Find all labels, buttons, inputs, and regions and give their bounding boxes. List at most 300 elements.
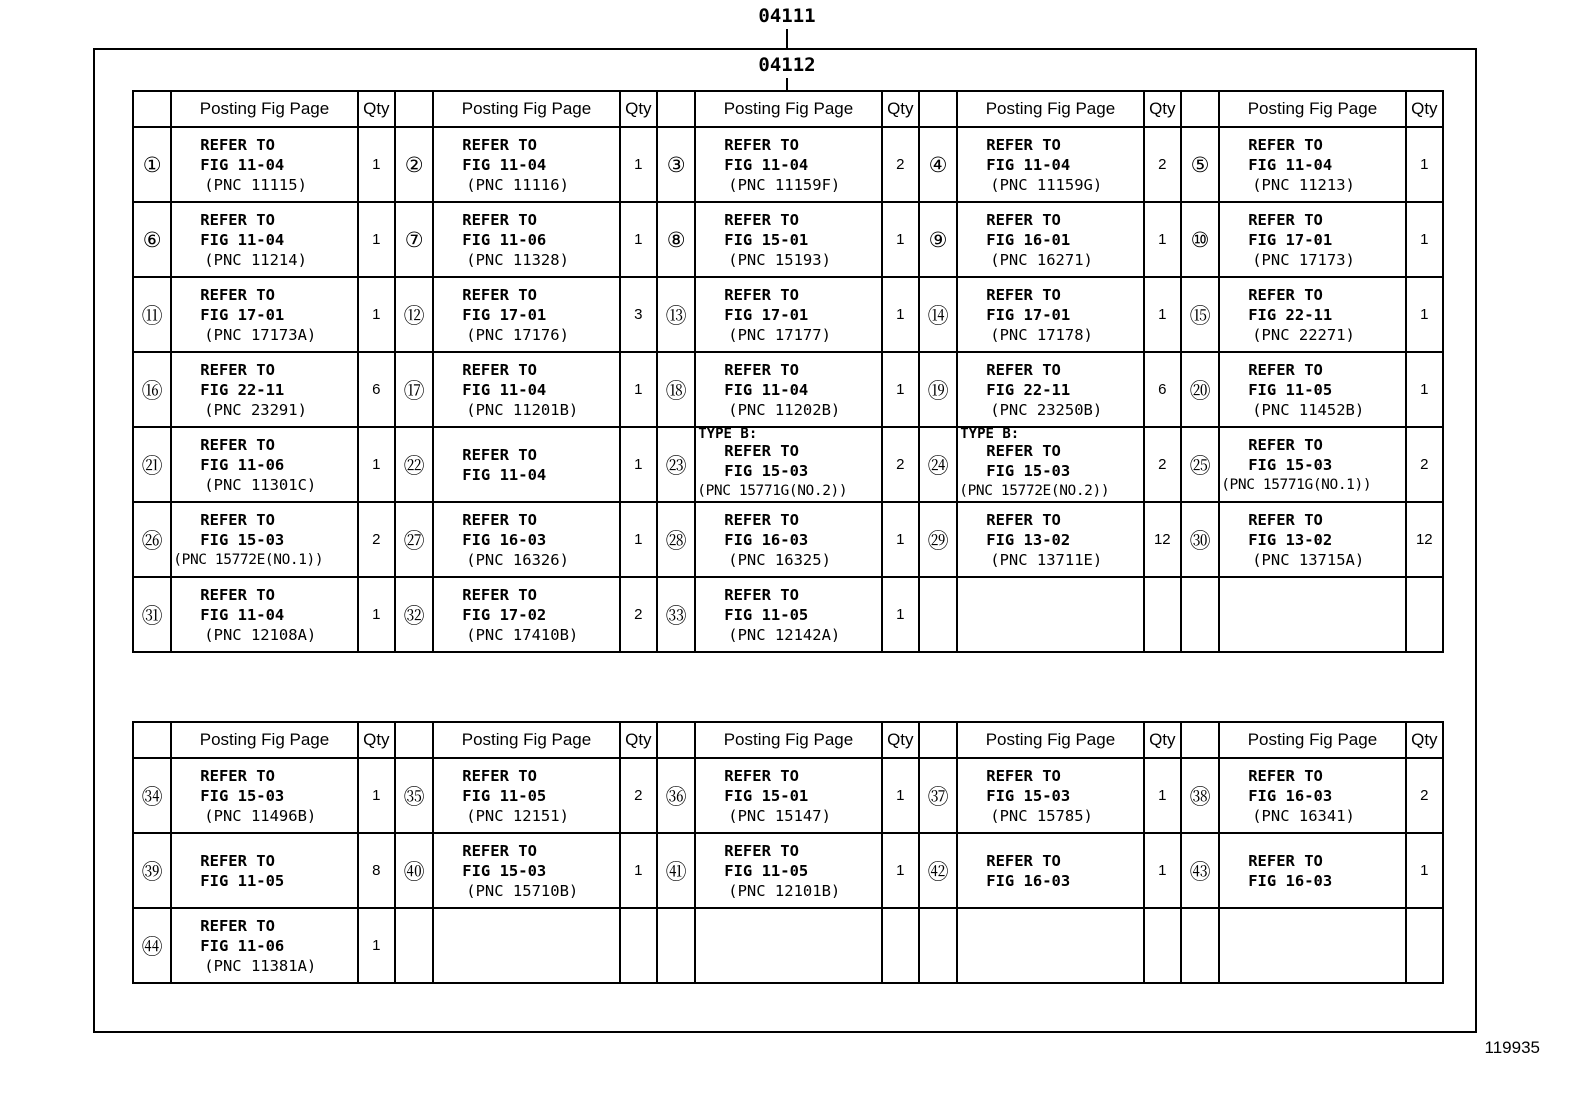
item-number: ㉔ <box>919 427 957 502</box>
fig-page-text: FIG 17-01 <box>200 305 285 324</box>
header-posting-fig-page: Posting Fig Page <box>695 91 881 127</box>
reference-cell <box>1219 758 1405 833</box>
item-number: ⑳ <box>1181 352 1219 427</box>
fig-page-text: FIG 22-11 <box>200 380 285 399</box>
item-number: ㉘ <box>657 502 695 577</box>
item-number: ⑰ <box>395 352 433 427</box>
pnc-text: (PNC 17178) <box>990 325 1093 344</box>
reference-cell <box>433 502 619 577</box>
table-row <box>133 202 1443 277</box>
quantity <box>1406 577 1443 652</box>
reference-cell <box>1219 127 1405 202</box>
item-number: ㊸ <box>1181 833 1219 908</box>
item-number: ㊲ <box>919 758 957 833</box>
quantity <box>1406 908 1443 983</box>
item-number: ㉕ <box>1181 427 1219 502</box>
pnc-text: (PNC 13711E) <box>990 550 1103 569</box>
fig-page-text: FIG 15-03 <box>986 462 1071 480</box>
fig-page-text: FIG 11-04 <box>1248 155 1333 174</box>
fig-page-text: FIG 11-04 <box>986 155 1071 174</box>
refer-to-text: REFER TO <box>1248 766 1323 785</box>
item-number: ① <box>133 127 171 202</box>
table-row <box>133 908 1443 983</box>
pnc-text: (PNC 17410B) <box>466 625 579 644</box>
reference-cell <box>171 127 357 202</box>
item-number: ㉒ <box>395 427 433 502</box>
pnc-text: (PNC 11115) <box>204 175 307 194</box>
quantity: 12 <box>1144 502 1181 577</box>
quantity: 1 <box>358 758 395 833</box>
refer-to-text: REFER TO <box>724 360 799 379</box>
refer-to-text: REFER TO <box>462 135 537 154</box>
item-number: ⑲ <box>919 352 957 427</box>
reference-cell <box>433 833 619 908</box>
item-number <box>657 908 695 983</box>
header-posting-fig-page: Posting Fig Page <box>1219 91 1405 127</box>
pnc-text: (PNC 15710B) <box>466 881 579 900</box>
reference-cell <box>695 758 881 833</box>
header-qty: Qty <box>1144 722 1181 758</box>
quantity <box>1144 577 1181 652</box>
pnc-text: (PNC 11301C) <box>204 475 317 494</box>
item-number: ③ <box>657 127 695 202</box>
reference-cell <box>433 127 619 202</box>
refer-to-text: REFER TO <box>200 916 275 935</box>
refer-to-text: REFER TO <box>724 285 799 304</box>
refer-to-text: REFER TO <box>462 841 537 860</box>
pnc-text: (PNC 11159F) <box>728 175 841 194</box>
reference-cell <box>171 833 357 908</box>
quantity: 1 <box>1406 277 1443 352</box>
item-number: ⑨ <box>919 202 957 277</box>
fig-page-text: FIG 15-03 <box>462 861 547 880</box>
pnc-text: (PNC 22271) <box>1252 325 1355 344</box>
quantity: 2 <box>1406 758 1443 833</box>
quantity: 1 <box>1406 833 1443 908</box>
refer-to-text: REFER TO <box>462 766 537 785</box>
item-number: ⑧ <box>657 202 695 277</box>
item-number: ㉙ <box>919 502 957 577</box>
item-number: ㉜ <box>395 577 433 652</box>
refer-to-text: REFER TO <box>200 210 275 229</box>
pnc-text: (PNC 17173A) <box>204 325 317 344</box>
quantity: 1 <box>1144 833 1181 908</box>
quantity: 1 <box>620 127 657 202</box>
reference-cell <box>695 833 881 908</box>
reference-table-2 <box>132 721 1444 984</box>
reference-cell <box>433 908 619 983</box>
header-posting-fig-page: Posting Fig Page <box>957 722 1143 758</box>
item-number: ⑮ <box>1181 277 1219 352</box>
item-number: ⑥ <box>133 202 171 277</box>
quantity: 1 <box>1144 202 1181 277</box>
refer-to-text: REFER TO <box>200 135 275 154</box>
refer-to-text: REFER TO <box>1248 435 1323 454</box>
item-number <box>1181 577 1219 652</box>
refer-to-text: REFER TO <box>724 210 799 229</box>
quantity: 2 <box>620 758 657 833</box>
pnc-text: (PNC 17176) <box>466 325 569 344</box>
header-blank <box>919 722 957 758</box>
pnc-text: (PNC 12108A) <box>204 625 317 644</box>
fig-page-text: FIG 17-02 <box>462 605 547 624</box>
reference-cell <box>1219 427 1405 502</box>
item-number: ⑭ <box>919 277 957 352</box>
header-row <box>133 91 1443 127</box>
fig-page-text: FIG 16-03 <box>986 871 1071 890</box>
figure-number: 119935 <box>1484 1038 1540 1057</box>
reference-cell <box>433 202 619 277</box>
pnc-text: (PNC 11201B) <box>466 400 579 419</box>
fig-page-text: FIG 11-04 <box>462 465 547 484</box>
refer-to-text: REFER TO <box>986 360 1061 379</box>
pnc-text: (PNC 23250B) <box>990 400 1103 419</box>
refer-to-text: REFER TO <box>462 285 537 304</box>
fig-page-text: FIG 16-01 <box>986 230 1071 249</box>
header-posting-fig-page: Posting Fig Page <box>171 91 357 127</box>
item-number: ㉞ <box>133 758 171 833</box>
refer-to-text: REFER TO <box>462 585 537 604</box>
quantity: 1 <box>882 202 919 277</box>
reference-cell <box>171 427 357 502</box>
quantity: 2 <box>1144 127 1181 202</box>
refer-to-text: REFER TO <box>724 510 799 529</box>
header-posting-fig-page: Posting Fig Page <box>695 722 881 758</box>
reference-cell <box>695 277 881 352</box>
quantity: 3 <box>620 277 657 352</box>
reference-cell <box>171 352 357 427</box>
quantity: 2 <box>882 427 919 502</box>
item-number: ㉛ <box>133 577 171 652</box>
quantity <box>1144 908 1181 983</box>
fig-page-text: FIG 15-01 <box>724 786 809 805</box>
header-qty: Qty <box>1406 722 1443 758</box>
refer-to-text: REFER TO <box>724 841 799 860</box>
header-posting-fig-page: Posting Fig Page <box>957 91 1143 127</box>
refer-to-text: REFER TO <box>724 766 799 785</box>
reference-cell <box>1219 502 1405 577</box>
quantity: 1 <box>358 577 395 652</box>
refer-to-text: REFER TO <box>200 435 275 454</box>
pnc-text: (PNC 11496B) <box>204 806 317 825</box>
fig-page-text: FIG 11-04 <box>724 380 809 399</box>
refer-to-text: REFER TO <box>724 585 799 604</box>
pnc-text: (PNC 15193) <box>728 250 831 269</box>
reference-cell <box>695 127 881 202</box>
quantity: 6 <box>358 352 395 427</box>
fig-page-text: FIG 17-01 <box>462 305 547 324</box>
header-qty: Qty <box>620 91 657 127</box>
reference-cell <box>957 502 1143 577</box>
pnc-text: (PNC 16326) <box>466 550 569 569</box>
reference-cell <box>1219 833 1405 908</box>
quantity: 2 <box>882 127 919 202</box>
reference-cell <box>957 758 1143 833</box>
reference-cell <box>957 202 1143 277</box>
header-blank <box>1181 91 1219 127</box>
quantity: 1 <box>1406 127 1443 202</box>
item-number: ㉚ <box>1181 502 1219 577</box>
fig-page-text: FIG 17-01 <box>986 305 1071 324</box>
reference-cell <box>433 352 619 427</box>
refer-to-text: REFER TO <box>1248 210 1323 229</box>
header-blank <box>1181 722 1219 758</box>
header-row <box>133 722 1443 758</box>
pnc-text: (PNC 17177) <box>728 325 831 344</box>
fig-page-text: FIG 22-11 <box>1248 305 1333 324</box>
pnc-text: (PNC 15772E(NO.2)) <box>959 483 1110 499</box>
reference-cell <box>957 427 1143 502</box>
pnc-text: (PNC 15771G(NO.1)) <box>1221 476 1372 493</box>
pnc-text: (PNC 16325) <box>728 550 831 569</box>
quantity: 1 <box>1144 758 1181 833</box>
quantity: 1 <box>358 908 395 983</box>
pnc-text: (PNC 15785) <box>990 806 1093 825</box>
fig-page-text: FIG 15-03 <box>1248 455 1333 474</box>
quantity <box>620 908 657 983</box>
reference-cell <box>171 758 357 833</box>
fig-page-text: FIG 16-03 <box>1248 786 1333 805</box>
reference-cell <box>433 427 619 502</box>
item-number: ㊷ <box>919 833 957 908</box>
quantity: 1 <box>620 427 657 502</box>
refer-to-text: REFER TO <box>462 210 537 229</box>
pnc-text: (PNC 15772E(NO.1)) <box>173 551 324 568</box>
item-number <box>919 908 957 983</box>
pnc-text: (PNC 16271) <box>990 250 1093 269</box>
fig-page-text: FIG 16-03 <box>462 530 547 549</box>
table-row <box>133 352 1443 427</box>
quantity: 12 <box>1406 502 1443 577</box>
item-number: ⑫ <box>395 277 433 352</box>
reference-cell <box>957 127 1143 202</box>
reference-cell <box>695 908 881 983</box>
fig-page-text: FIG 11-04 <box>724 155 809 174</box>
assembly-code-outer: 04111 <box>758 5 816 27</box>
fig-page-text: FIG 11-04 <box>200 605 285 624</box>
header-qty: Qty <box>1144 91 1181 127</box>
item-number <box>395 908 433 983</box>
reference-cell <box>1219 202 1405 277</box>
header-blank <box>395 91 433 127</box>
fig-page-text: FIG 11-04 <box>200 155 285 174</box>
fig-page-text: FIG 11-06 <box>462 230 547 249</box>
assembly-code-inner: 04112 <box>758 54 816 76</box>
quantity: 1 <box>882 758 919 833</box>
quantity: 6 <box>1144 352 1181 427</box>
header-posting-fig-page: Posting Fig Page <box>433 91 619 127</box>
reference-cell <box>171 202 357 277</box>
table-row <box>133 577 1443 652</box>
fig-page-text: FIG 11-05 <box>462 786 547 805</box>
fig-page-text: FIG 11-06 <box>200 455 285 474</box>
reference-cell <box>957 908 1143 983</box>
reference-cell <box>957 277 1143 352</box>
reference-table-1 <box>132 90 1444 653</box>
pnc-text: (PNC 12101B) <box>728 881 841 900</box>
quantity: 1 <box>1144 277 1181 352</box>
quantity: 1 <box>358 127 395 202</box>
refer-to-text: REFER TO <box>200 510 275 529</box>
header-posting-fig-page: Posting Fig Page <box>433 722 619 758</box>
quantity: 1 <box>620 502 657 577</box>
reference-cell <box>957 833 1143 908</box>
item-number: ㊹ <box>133 908 171 983</box>
item-number: ㊴ <box>133 833 171 908</box>
fig-page-text: FIG 13-02 <box>1248 530 1333 549</box>
fig-page-text: FIG 15-01 <box>724 230 809 249</box>
item-number: ㉟ <box>395 758 433 833</box>
item-number: ㊵ <box>395 833 433 908</box>
refer-to-text: REFER TO <box>200 585 275 604</box>
fig-page-text: FIG 11-05 <box>724 605 809 624</box>
reference-note: TYPE B: <box>698 427 758 442</box>
fig-page-text: FIG 11-06 <box>200 936 285 955</box>
table-row <box>133 758 1443 833</box>
fig-page-text: FIG 15-03 <box>200 786 285 805</box>
pnc-text: (PNC 11202B) <box>728 400 841 419</box>
refer-to-text: REFER TO <box>986 766 1061 785</box>
item-number: ㊱ <box>657 758 695 833</box>
header-blank <box>657 722 695 758</box>
item-number: ⑱ <box>657 352 695 427</box>
refer-to-text: REFER TO <box>986 210 1061 229</box>
header-blank <box>395 722 433 758</box>
fig-page-text: FIG 16-03 <box>1248 871 1333 890</box>
header-posting-fig-page: Posting Fig Page <box>171 722 357 758</box>
header-blank <box>657 91 695 127</box>
item-number: ㊳ <box>1181 758 1219 833</box>
item-number: ㉓ <box>657 427 695 502</box>
fig-page-text: FIG 11-04 <box>462 380 547 399</box>
header-qty: Qty <box>882 722 919 758</box>
reference-cell <box>695 577 881 652</box>
reference-cell <box>1219 577 1405 652</box>
item-number: ㉝ <box>657 577 695 652</box>
fig-page-text: FIG 11-05 <box>200 871 285 890</box>
header-blank <box>133 91 171 127</box>
header-qty: Qty <box>358 722 395 758</box>
item-number: ㉑ <box>133 427 171 502</box>
pnc-text: (PNC 12142A) <box>728 625 841 644</box>
quantity: 1 <box>358 202 395 277</box>
quantity: 2 <box>358 502 395 577</box>
item-number: ② <box>395 127 433 202</box>
quantity: 2 <box>1406 427 1443 502</box>
item-number <box>919 577 957 652</box>
reference-cell <box>695 502 881 577</box>
item-number: ⑩ <box>1181 202 1219 277</box>
fig-page-text: FIG 17-01 <box>1248 230 1333 249</box>
quantity: 2 <box>620 577 657 652</box>
item-number: ㊶ <box>657 833 695 908</box>
reference-cell <box>1219 908 1405 983</box>
item-number: ⑪ <box>133 277 171 352</box>
pnc-text: (PNC 15147) <box>728 806 831 825</box>
refer-to-text: REFER TO <box>200 766 275 785</box>
quantity: 1 <box>1406 352 1443 427</box>
table-row <box>133 277 1443 352</box>
quantity: 1 <box>882 277 919 352</box>
fig-page-text: FIG 22-11 <box>986 380 1071 399</box>
reference-cell <box>1219 277 1405 352</box>
reference-cell <box>171 908 357 983</box>
item-number: ⑯ <box>133 352 171 427</box>
item-number: ④ <box>919 127 957 202</box>
quantity: 1 <box>1406 202 1443 277</box>
refer-to-text: REFER TO <box>200 285 275 304</box>
reference-cell <box>695 427 881 502</box>
leader-line <box>786 29 788 48</box>
reference-cell <box>433 758 619 833</box>
fig-page-text: FIG 15-03 <box>200 530 285 549</box>
reference-cell <box>171 277 357 352</box>
quantity <box>882 908 919 983</box>
quantity: 1 <box>882 502 919 577</box>
reference-cell <box>695 352 881 427</box>
fig-page-text: FIG 15-03 <box>986 786 1071 805</box>
refer-to-text: REFER TO <box>200 360 275 379</box>
pnc-text: (PNC 11452B) <box>1252 400 1365 419</box>
refer-to-text: REFER TO <box>986 851 1061 870</box>
quantity: 1 <box>620 833 657 908</box>
pnc-text: (PNC 15771G(NO.2)) <box>697 483 848 499</box>
pnc-text: (PNC 11116) <box>466 175 569 194</box>
refer-to-text: REFER TO <box>1248 510 1323 529</box>
fig-page-text: FIG 11-04 <box>200 230 285 249</box>
item-number: ㉖ <box>133 502 171 577</box>
refer-to-text: REFER TO <box>986 442 1061 460</box>
refer-to-text: REFER TO <box>724 135 799 154</box>
refer-to-text: REFER TO <box>986 510 1061 529</box>
quantity: 1 <box>358 427 395 502</box>
quantity: 1 <box>882 352 919 427</box>
reference-cell <box>433 577 619 652</box>
fig-page-text: FIG 16-03 <box>724 530 809 549</box>
reference-cell <box>171 577 357 652</box>
fig-page-text: FIG 13-02 <box>986 530 1071 549</box>
refer-to-text: REFER TO <box>1248 360 1323 379</box>
item-number: ⑬ <box>657 277 695 352</box>
quantity: 1 <box>358 277 395 352</box>
refer-to-text: REFER TO <box>1248 135 1323 154</box>
table-row <box>133 833 1443 908</box>
reference-cell <box>957 577 1143 652</box>
quantity: 1 <box>620 202 657 277</box>
fig-page-text: FIG 17-01 <box>724 305 809 324</box>
pnc-text: (PNC 17173) <box>1252 250 1355 269</box>
reference-cell <box>957 352 1143 427</box>
header-qty: Qty <box>620 722 657 758</box>
refer-to-text: REFER TO <box>1248 285 1323 304</box>
pnc-text: (PNC 13715A) <box>1252 550 1365 569</box>
quantity: 1 <box>620 352 657 427</box>
header-qty: Qty <box>882 91 919 127</box>
table-row <box>133 127 1443 202</box>
table-row <box>133 502 1443 577</box>
leader-line <box>786 78 788 90</box>
reference-cell <box>171 502 357 577</box>
refer-to-text: REFER TO <box>462 445 537 464</box>
pnc-text: (PNC 11159G) <box>990 175 1103 194</box>
fig-page-text: FIG 15-03 <box>724 462 809 480</box>
pnc-text: (PNC 11213) <box>1252 175 1355 194</box>
quantity: 1 <box>882 833 919 908</box>
quantity: 8 <box>358 833 395 908</box>
header-posting-fig-page: Posting Fig Page <box>1219 722 1405 758</box>
refer-to-text: REFER TO <box>724 442 799 460</box>
pnc-text: (PNC 12151) <box>466 806 569 825</box>
